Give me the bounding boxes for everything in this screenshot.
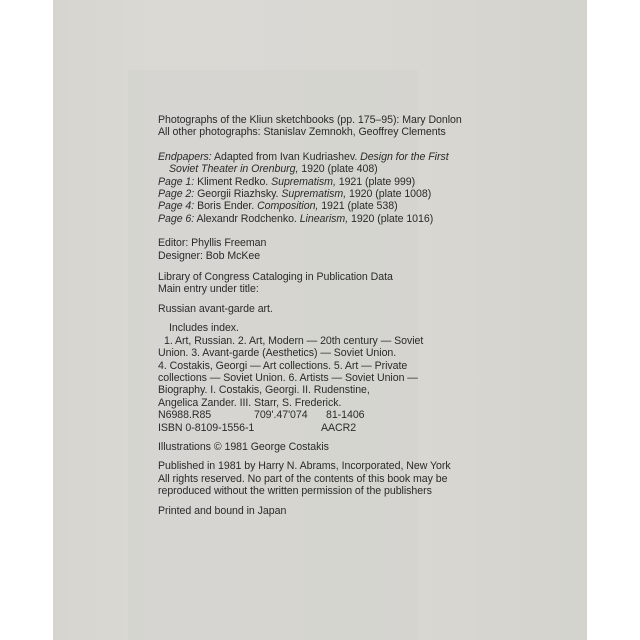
publisher-line: Published in 1981 by Harry N. Abrams, Incorporated, New York	[158, 460, 451, 473]
cataloging-rules: AACR2	[321, 421, 357, 434]
plate-credit-endpapers-cont: Soviet Theater in Orenburg, 1920 (plate 408)	[169, 163, 378, 176]
photo-credit-line: Photographs of the Kliun sketchbooks (pp. 175–95): Mary Donlon	[158, 114, 462, 126]
cip-subject-line: Angelica Zander. III. Starr, S. Frederick.	[158, 396, 342, 409]
plate-credits	[158, 151, 518, 225]
rights-line: All rights reserved. No part of the contents of this book may be	[158, 472, 448, 485]
cip-classification-row	[158, 409, 518, 421]
plate-credit-page-2: Page 2: Georgii Riazhsky. Suprematism, 1920 (plate 1008)	[158, 188, 432, 201]
cip-subject-line: Biography. I. Costakis, Georgi. II. Rudenstine,	[158, 384, 370, 397]
designer-credit: Designer: Bob McKee	[158, 249, 261, 262]
plate-credit-endpapers: Endpapers: Adapted from Ivan Kudriashev. Design for the First	[158, 150, 449, 163]
copyright-page-text	[158, 114, 518, 524]
cip-subject-line: 4. Costakis, Georgi — Art collections. 5. Art — Private	[158, 359, 408, 372]
lccn: 81-1406	[326, 409, 365, 422]
cip-title: Russian avant-garde art.	[158, 302, 273, 315]
cip-record	[158, 322, 518, 434]
editor-credit: Editor: Phyllis Freeman	[158, 237, 267, 250]
illustrations-copyright: Illustrations © 1981 George Costakis	[158, 440, 329, 453]
cip-subject-line: collections — Soviet Union. 6. Artists — Soviet Union —	[158, 371, 418, 384]
call-number: N6988.R85	[158, 409, 212, 422]
cip-main-entry: Main entry under title:	[158, 283, 259, 296]
rights-line: reproduced without the written permission of the publishers	[158, 485, 432, 498]
plate-credit-page-6: Page 6: Alexandr Rodchenko. Linearism, 1920 (plate 1016)	[158, 212, 434, 225]
cip-includes: Includes index.	[169, 322, 239, 335]
staff-credits	[158, 237, 518, 262]
photo-credits	[158, 114, 518, 139]
dewey-number: 709'.47'074	[254, 409, 308, 422]
plate-credit-page-1: Page 1: Kliment Redko. Suprematism, 1921 (plate 999)	[158, 175, 416, 188]
cip-subject-line: 1. Art, Russian. 2. Art, Modern — 20th century — Soviet	[164, 334, 424, 347]
cip-heading-block	[158, 271, 518, 296]
cip-heading: Library of Congress Cataloging in Publication Data	[158, 271, 393, 284]
publisher-block	[158, 460, 518, 497]
printed-in: Printed and bound in Japan	[158, 504, 287, 517]
cip-subject-line: Union. 3. Avant-garde (Aesthetics) — Soviet Union.	[158, 347, 397, 360]
printing-block	[158, 505, 518, 517]
photo-credit-line: All other photographs: Stanislav Zemnokh, Geoffrey Clements	[158, 126, 446, 139]
isbn: ISBN 0-8109-1556-1	[158, 421, 255, 434]
cip-isbn-row	[158, 422, 518, 434]
illustrations-copyright-block	[158, 441, 518, 453]
plate-credit-page-4: Page 4: Boris Ender. Composition, 1921 (plate 538)	[158, 200, 398, 213]
cip-title-block	[158, 303, 518, 315]
